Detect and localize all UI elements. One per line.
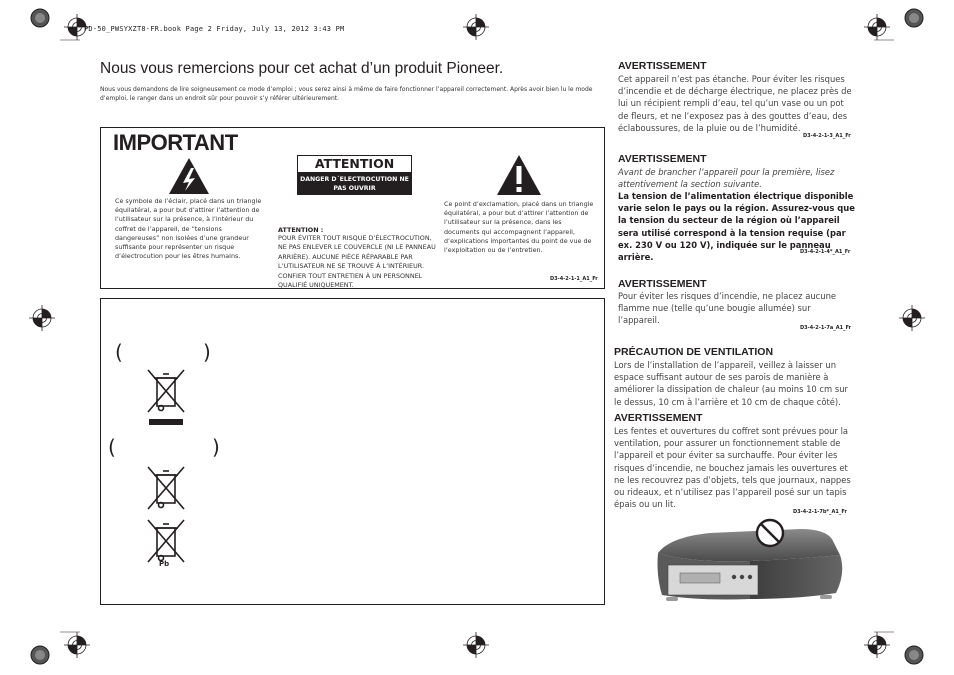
- section-2-code: D3-4-2-1-4*_A1_Fr: [800, 249, 851, 255]
- intro-text: Nous vous demandons de lire soigneusement ce mode d’emploi ; vous serez ainsi à même de faire fonctionner l’appareil correctement. Après avoir bien lu le mode d’emploi, le ranger dans un endroit sûr pour pouvoir s’y référer ultérieurement.: [100, 86, 593, 102]
- paren-open-1: (: [115, 340, 123, 364]
- section-5-text: Les fentes et ouvertures du coffret sont prévues pour la ventilation, pour assurer un fonctionnement stable de l’appareil et pour éviter sa surchauffe. Pour éviter les risques d’incendie, ne bouchez jamais les ouvertures et ne les recouvrez pas d’objets, tels que journaux, nappes ou rideaux, et n’utilisez pas l’appareil posé sur un tapis épais ou un lit.: [614, 426, 851, 510]
- caution-label: ATTENTION :: [278, 226, 324, 234]
- corner-dial-icon: [905, 9, 923, 27]
- section-1-title: AVERTISSEMENT: [618, 60, 707, 72]
- lightning-warning-icon: [168, 157, 210, 195]
- lightning-description: Ce symbole de l’éclair, placé dans un triangle équilatéral, a pour but d’attirer l’attention de l’utilisateur sur la présence, à l’intérieur du coffret de l’appareil, de “tensions dangereuses” non isolées d’une grandeur suffisante pour représenter un risque d’électrocution pour les êtres humains.: [115, 197, 262, 261]
- paren-close-1: ): [203, 340, 211, 364]
- corner-dial-icon: [31, 646, 49, 664]
- section-3-text: Pour éviter les risques d’incendie, ne placez aucune flamme nue (telle qu’une bougie allumée) sur l’appareil.: [618, 291, 837, 326]
- section-5-title: AVERTISSEMENT: [614, 412, 703, 424]
- crossed-bin-icon: [145, 368, 187, 428]
- caution-text: POUR ÉVITER TOUT RISQUE D’ÉLECTROCUTION, NE PAS ENLEVER LE COUVERCLE (NI LE PANNEAU ARRIÈRE). AUCUNE PIÈCE RÉPARABLE PAR L’UTILISATEUR NE SE TROUVE À L’INTÉRIEUR. CONFIER TOUT ENTRETIEN À UN PERSONNEL QUALIFIÉ UNIQUEMENT.: [278, 234, 436, 290]
- section-4-text: Lors de l’installation de l’appareil, veillez à laisser un espace suffisant autour de ses parois de manière à améliorer la dissipation de chaleur (au moins 10 cm sur le dessus, 10 cm à l’arrière et 10 cm de chaque côté).: [614, 360, 848, 407]
- section-5-code: D3-4-2-1-7b*_A1_Fr: [793, 509, 847, 515]
- paren-open-2: (: [108, 435, 116, 459]
- registration-mark-icon: [463, 632, 489, 658]
- corner-dial-icon: [905, 646, 923, 664]
- section-4-title: PRÉCAUTION DE VENTILATION: [614, 346, 774, 358]
- exclamation-warning-icon: [496, 154, 542, 196]
- section-2-intro: Avant de brancher l’appareil pour la première, lisez attentivement la section suivante.: [618, 167, 835, 190]
- section-3-code: D3-4-2-1-7a_A1_Fr: [800, 325, 852, 331]
- attention-label: [297, 155, 412, 195]
- page-title: Nous vous remercions pour cet achat d’un produit Pioneer.: [100, 60, 504, 77]
- registration-mark-icon: [864, 14, 890, 40]
- section-2-text: La tension de l’alimentation électrique disponible varie selon le pays ou la région. Assurez-vous que la tension du secteur de la région où l’appareil sera utilisé correspond à la tension requise (par ex. 230 V ou 120 V), indiquée sur le panneau arrière.: [618, 191, 855, 263]
- registration-mark-icon: [29, 305, 55, 331]
- crossed-bin-icon: [145, 465, 187, 513]
- important-code: D3-4-2-1-1_A1_Fr: [550, 276, 598, 282]
- registration-mark-icon: [64, 632, 90, 658]
- section-1-code: D3-4-2-1-3_A1_Fr: [803, 133, 851, 139]
- section-2-title: AVERTISSEMENT: [618, 153, 707, 165]
- exclamation-description: Ce point d’exclamation, placé dans un triangle équilatéral, a pour but d’attirer l’attention de l’utilisateur sur la présence, dans les documents qui accompagnent l’appareil, d’explications importantes du point de vue de l’exploitation ou de l’entretien.: [444, 200, 594, 255]
- registration-mark-icon: [899, 305, 925, 331]
- registration-mark-icon: [463, 14, 489, 40]
- section-3-title: AVERTISSEMENT: [618, 278, 707, 290]
- registration-mark-icon: [864, 632, 890, 658]
- important-heading: IMPORTANT: [113, 130, 238, 155]
- attention-title: ATTENTION: [297, 155, 412, 173]
- crossed-bin-pb-icon: [145, 518, 187, 566]
- paren-close-2: ): [212, 435, 220, 459]
- corner-dial-icon: [31, 9, 49, 27]
- covered-device-illustration: [650, 515, 860, 607]
- file-info-header: PD-50_PWSYXZT8-FR.book Page 2 Friday, July 13, 2012 3:43 PM: [84, 25, 345, 33]
- pb-label: Pb: [159, 560, 170, 568]
- attention-subtitle: DANGER D´ELECTROCUTION NE PAS OUVRIR: [300, 176, 409, 192]
- section-1-text: Cet appareil n’est pas étanche. Pour éviter les risques d’incendie et de décharge électrique, ne placez près de lui un récipient rempli d’eau, tel qu’un vase ou un pot de fleurs, et ne l’exposez pas à des gouttes d’eau, des éclaboussures, de la pluie ou de l’humidité.: [618, 74, 852, 133]
